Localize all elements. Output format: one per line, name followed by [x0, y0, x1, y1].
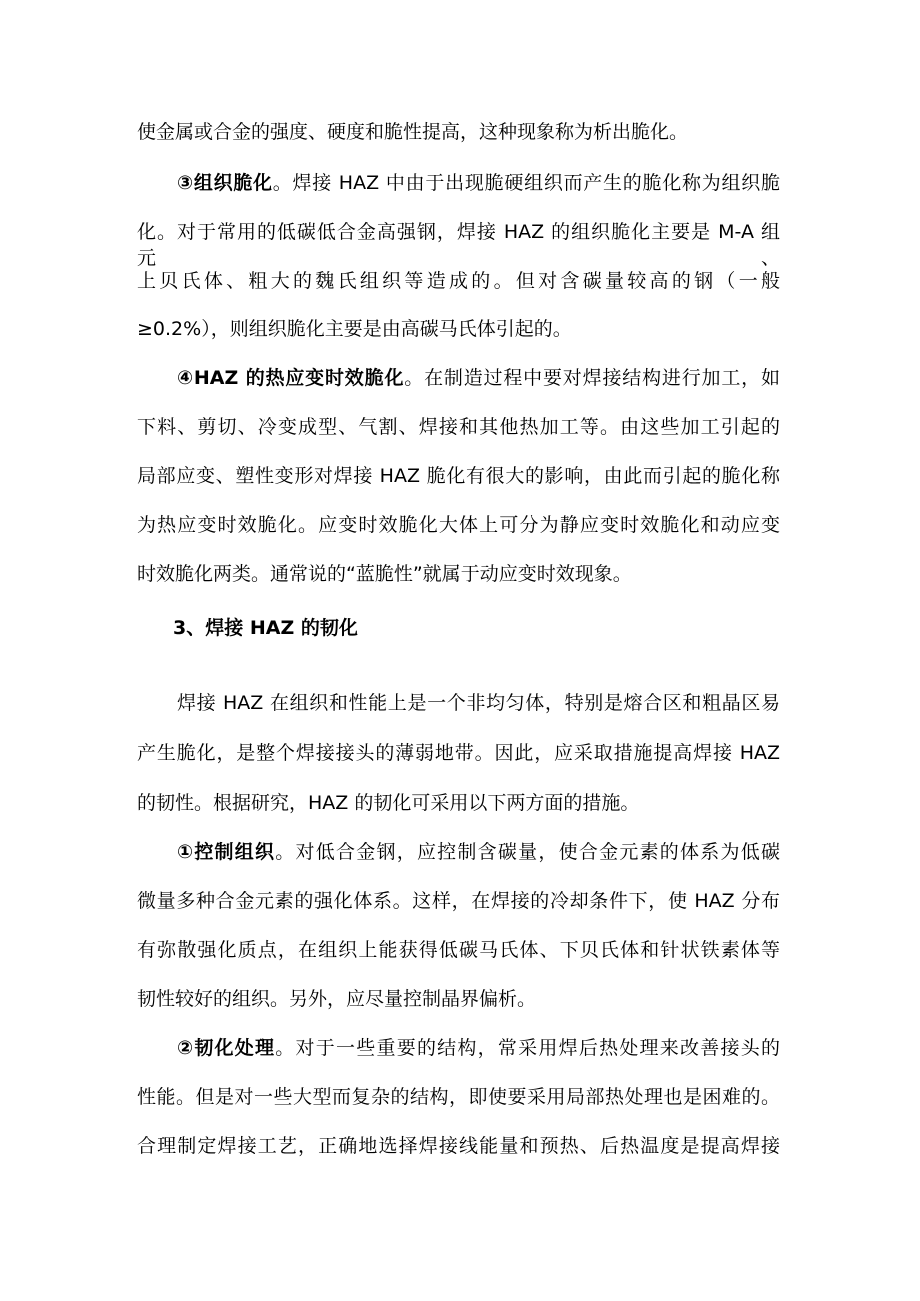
paragraph-line: [137, 268, 780, 294]
text-run: 为热应变时效脆化。应变时效脆化大体上可分为静应变时效脆化和动应变: [137, 514, 780, 536]
text-run: 。对低合金钢，应控制含碳量，使合金元素的体系为低碳: [275, 841, 780, 863]
text-run: 韧性较好的组织。另外，应尽量控制晶界偏析。: [137, 988, 537, 1010]
paragraph-line: [177, 690, 780, 716]
text-run: 。焊接 HAZ 中由于出现脆硬组织而产生的脆化称为组织脆: [272, 172, 780, 194]
paragraph-line: [137, 937, 780, 963]
heading-text: 3、焊接 HAZ 的韧化: [173, 617, 358, 639]
paragraph-line: [137, 790, 639, 816]
text-run: 合理制定焊接工艺，正确地选择焊接线能量和预热、后热温度是提高焊接: [137, 1135, 780, 1157]
section-marker: ③组织脆化: [177, 172, 273, 194]
text-run: 的韧性。根据研究，HAZ 的韧化可采用以下两方面的措施。: [137, 792, 640, 814]
section-marker: ④HAZ 的热应变时效脆化: [177, 367, 405, 389]
paragraph-line: [137, 740, 780, 766]
text-run: 。对于一些重要的结构，常采用焊后热处理来改善接头的: [275, 1037, 780, 1059]
text-run: 产生脆化，是整个焊接接头的薄弱地带。因此，应采取措施提高焊接 HAZ: [137, 742, 780, 764]
paragraph-line: [177, 1035, 780, 1061]
paragraph-line: [177, 170, 780, 196]
paragraph-line: [137, 1133, 780, 1159]
text-run: 微量多种合金元素的强化体系。这样，在焊接的冷却条件下，使 HAZ 分布: [137, 890, 780, 912]
text-run: 化。对于常用的低碳低合金高强钢，焊接 HAZ 的组织脆化主要是 M-A 组元、: [137, 221, 780, 269]
text-run: ≥0.2%），则组织脆化主要是由高碳马氏体引起的。: [137, 318, 572, 340]
text-run: 焊接 HAZ 在组织和性能上是一个非均匀体，特别是熔合区和粗晶区易: [177, 692, 780, 714]
paragraph-line: [137, 986, 536, 1012]
section-heading: [173, 615, 358, 641]
section-marker: ②韧化处理: [177, 1037, 276, 1059]
paragraph-line: [137, 561, 632, 587]
text-run: 上贝氏体、粗大的魏氏组织等造成的。但对含碳量较高的钢（一般: [137, 270, 780, 292]
paragraph-line: [137, 888, 780, 914]
paragraph-line: [137, 1084, 780, 1110]
paragraph-line: [137, 512, 780, 538]
paragraph-line: [137, 414, 780, 440]
paragraph-line: [177, 839, 780, 865]
text-run: 时效脆化两类。通常说的“蓝脆性”就属于动应变时效现象。: [137, 563, 632, 585]
text-run: 有弥散强化质点，在组织上能获得低碳马氏体、下贝氏体和针状铁素体等: [137, 939, 780, 961]
text-run: 性能。但是对一些大型而复杂的结构，即使要采用局部热处理也是困难的。: [137, 1086, 780, 1108]
paragraph-line: [137, 119, 688, 145]
section-marker: ①控制组织: [177, 841, 276, 863]
paragraph-line: [177, 365, 780, 391]
text-run: 使金属或合金的强度、硬度和脆性提高，这种现象称为析出脆化。: [137, 121, 689, 143]
text-run: 。在制造过程中要对焊接结构进行加工，如: [404, 367, 780, 389]
paragraph-line: [137, 316, 572, 342]
text-run: 局部应变、塑性变形对焊接 HAZ 脆化有很大的影响，由此而引起的脆化称: [137, 465, 780, 487]
paragraph-line: [137, 219, 780, 269]
paragraph-line: [137, 463, 780, 489]
text-run: 下料、剪切、冷变成型、气割、焊接和其他热加工等。由这些加工引起的: [137, 416, 780, 438]
